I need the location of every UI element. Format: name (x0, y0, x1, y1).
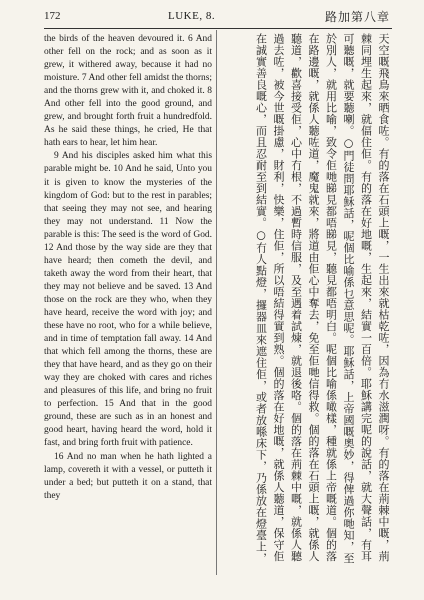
english-paragraph-3: 16 And no man when he hath lighted a lamp, covereth it with a vessel, or putteth it under a bed; but putteth it on a stand, that they (44, 451, 212, 501)
english-column (44, 33, 212, 573)
page-number: 172 (44, 10, 61, 22)
chinese-running-title: 路加第八章 (324, 10, 390, 24)
running-title: LUKE, 8. (168, 10, 216, 22)
page-header (44, 8, 392, 26)
english-paragraph-2: 9 And his disciples asked him what this parable might be. 10 And he said, Unto you it is given to know the mysteries of the kingdom of God: but to the rest in parables; that seeing they may not see, and hearing they may not understand. 11 Now the parable is this: The seed is the word of God. 12 And those by the way side are they that have heard; then cometh the devil, and taketh away the word from their heart, that they may not believe and be saved. 13 And those on the rock are they who, when they have heard, receive the word with joy; and these have no root, who for a while believe, and in time of temptation fall away. 14 And that which fell among the thorns, these are they that have heard, and as they go on their way they are choked with cares and riches and pleasures of this life, and bring no fruit to perfection. 15 And that in the good ground, these are such as in an honest and good heart, having heard the word, hold it fast, and bring forth fruit with patience. (44, 151, 212, 449)
english-paragraph-1: the birds of the heaven devoured it. 6 And other fell on the rock; and as soon as it grew, it withered away, because it had no moisture. 7 And other fell amidst the thorns; and the thorns grew with it, and choked it. 8 And other fell into the good ground, and grew, and brought forth fruit a hundredfold. As he said these things, he cried, He that hath ears to hear, let him hear. (44, 34, 212, 149)
chinese-column: 天空嘅飛鳥來晒食咗。有的落在石頭上嘅，一生出來就枯乾咗，因為冇水滋潤呀。有的落在荊棘中嘅，荊棘同埋生起來，就偪住佢。有的落在好地嘅，生起來，結實一百倍。耶穌講完呢的說話，就大聲話，有耳可聽嘅，就要聽喇。○門徒問耶穌話，呢個比喻係乜意思呢。耶穌話，上帝國嘅奧妙，得俾過你哋知，至於別人，就用比喻，致令佢哋睇見都唔睇見，聽見都唔明白。呢個比喻係噉樣，種就係上帝嘅道。個的落在路邊嘅，就係人聽咗道，魔鬼就來，將道由佢心中奪去，免至佢哋信得救。個的落在石頭上嘅，就係人聽道，歡喜接受佢，心中冇根，不過暫時信服，及至遇着試煉，就退後咯。個的落在荊棘中嘅，就係人聽過去咗，被今世嘅掛慮，財利，快樂，住佢，所以唔結得實到熟。個的落在好地嘅，就係人聽道，保守佢在誠實善良嘅心，而且忍耐至到結實。○冇人點燈，攞器皿來遮住佢，或者放喺床下，乃係放在燈臺上， (254, 33, 390, 564)
column-divider (216, 30, 217, 575)
header-rule (44, 28, 392, 29)
